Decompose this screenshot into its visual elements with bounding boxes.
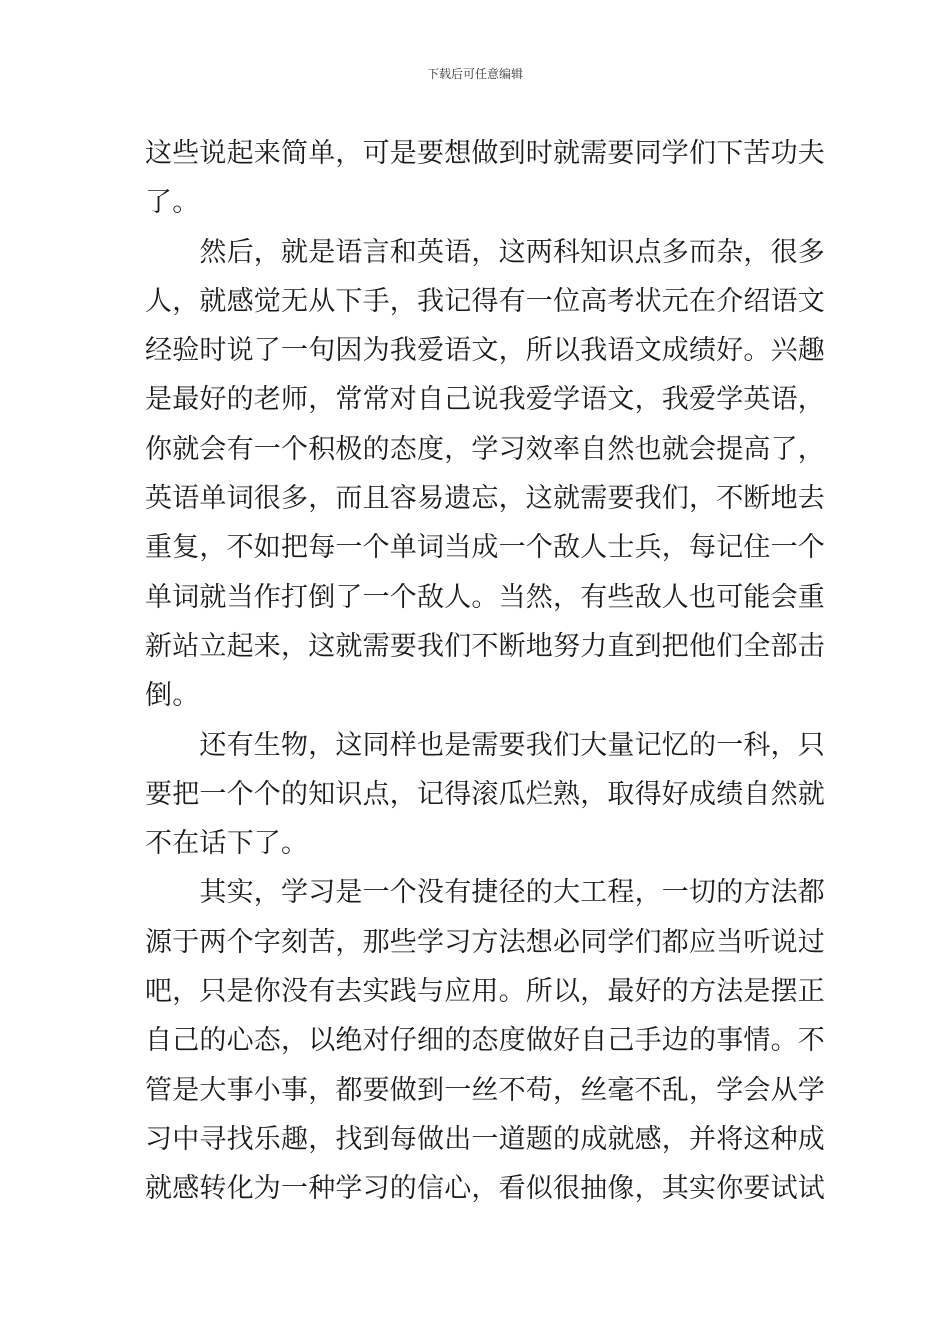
- text-line: 习中寻找乐趣，找到每做出一道题的成就感，并将这种成: [145, 1123, 825, 1155]
- page-header: 下载后可任意编辑: [426, 67, 523, 81]
- text-line: 源于两个字刻苦，那些学习方法想必同学们都应当听说过: [145, 926, 825, 958]
- text-line: 其实，学习是一个没有捷径的大工程，一切的方法都: [145, 877, 825, 909]
- text-line: 然后，就是语言和英语，这两科知识点多而杂，很多: [145, 236, 825, 268]
- text-line: 了。: [145, 187, 200, 219]
- text-line: 不在话下了。: [145, 828, 309, 860]
- text-line: 就感转化为一种学习的信心，看似很抽像，其实你要试试: [145, 1173, 825, 1205]
- text-line: 人，就感觉无从下手，我记得有一位高考状元在介绍语文: [145, 285, 825, 317]
- text-line: 自己的心态，以绝对仔细的态度做好自己手边的事情。不: [145, 1025, 825, 1057]
- text-line: 重复，不如把每一个单词当成一个敌人士兵，每记住一个: [145, 532, 825, 564]
- text-line: 你就会有一个积极的态度，学习效率自然也就会提高了，: [145, 433, 825, 465]
- document-body: [145, 129, 825, 1214]
- text-line: 还有生物，这同样也是需要我们大量记忆的一科，只: [145, 729, 825, 761]
- text-line: 英语单词很多，而且容易遗忘，这就需要我们，不断地去: [145, 483, 825, 515]
- text-line: 这些说起来简单，可是要想做到时就需要同学们下苦功夫: [145, 138, 825, 169]
- text-line: 单词就当作打倒了一个敌人。当然，有些敌人也可能会重: [145, 581, 825, 613]
- text-line: 倒。: [145, 680, 200, 712]
- text-line: 吧，只是你没有去实践与应用。所以，最好的方法是摆正: [145, 976, 825, 1008]
- text-line: 管是大事小事，都要做到一丝不苟，丝毫不乱，学会从学: [145, 1074, 825, 1106]
- text-line: 经验时说了一句因为我爱语文，所以我语文成绩好。兴趣: [145, 335, 825, 367]
- text-line: 新站立起来，这就需要我们不断地努力直到把他们全部击: [145, 630, 825, 662]
- text-line: 要把一个个的知识点，记得滚瓜烂熟，取得好成绩自然就: [145, 778, 825, 810]
- text-line: 是最好的老师，常常对自己说我爱学语文，我爱学英语，: [145, 384, 825, 416]
